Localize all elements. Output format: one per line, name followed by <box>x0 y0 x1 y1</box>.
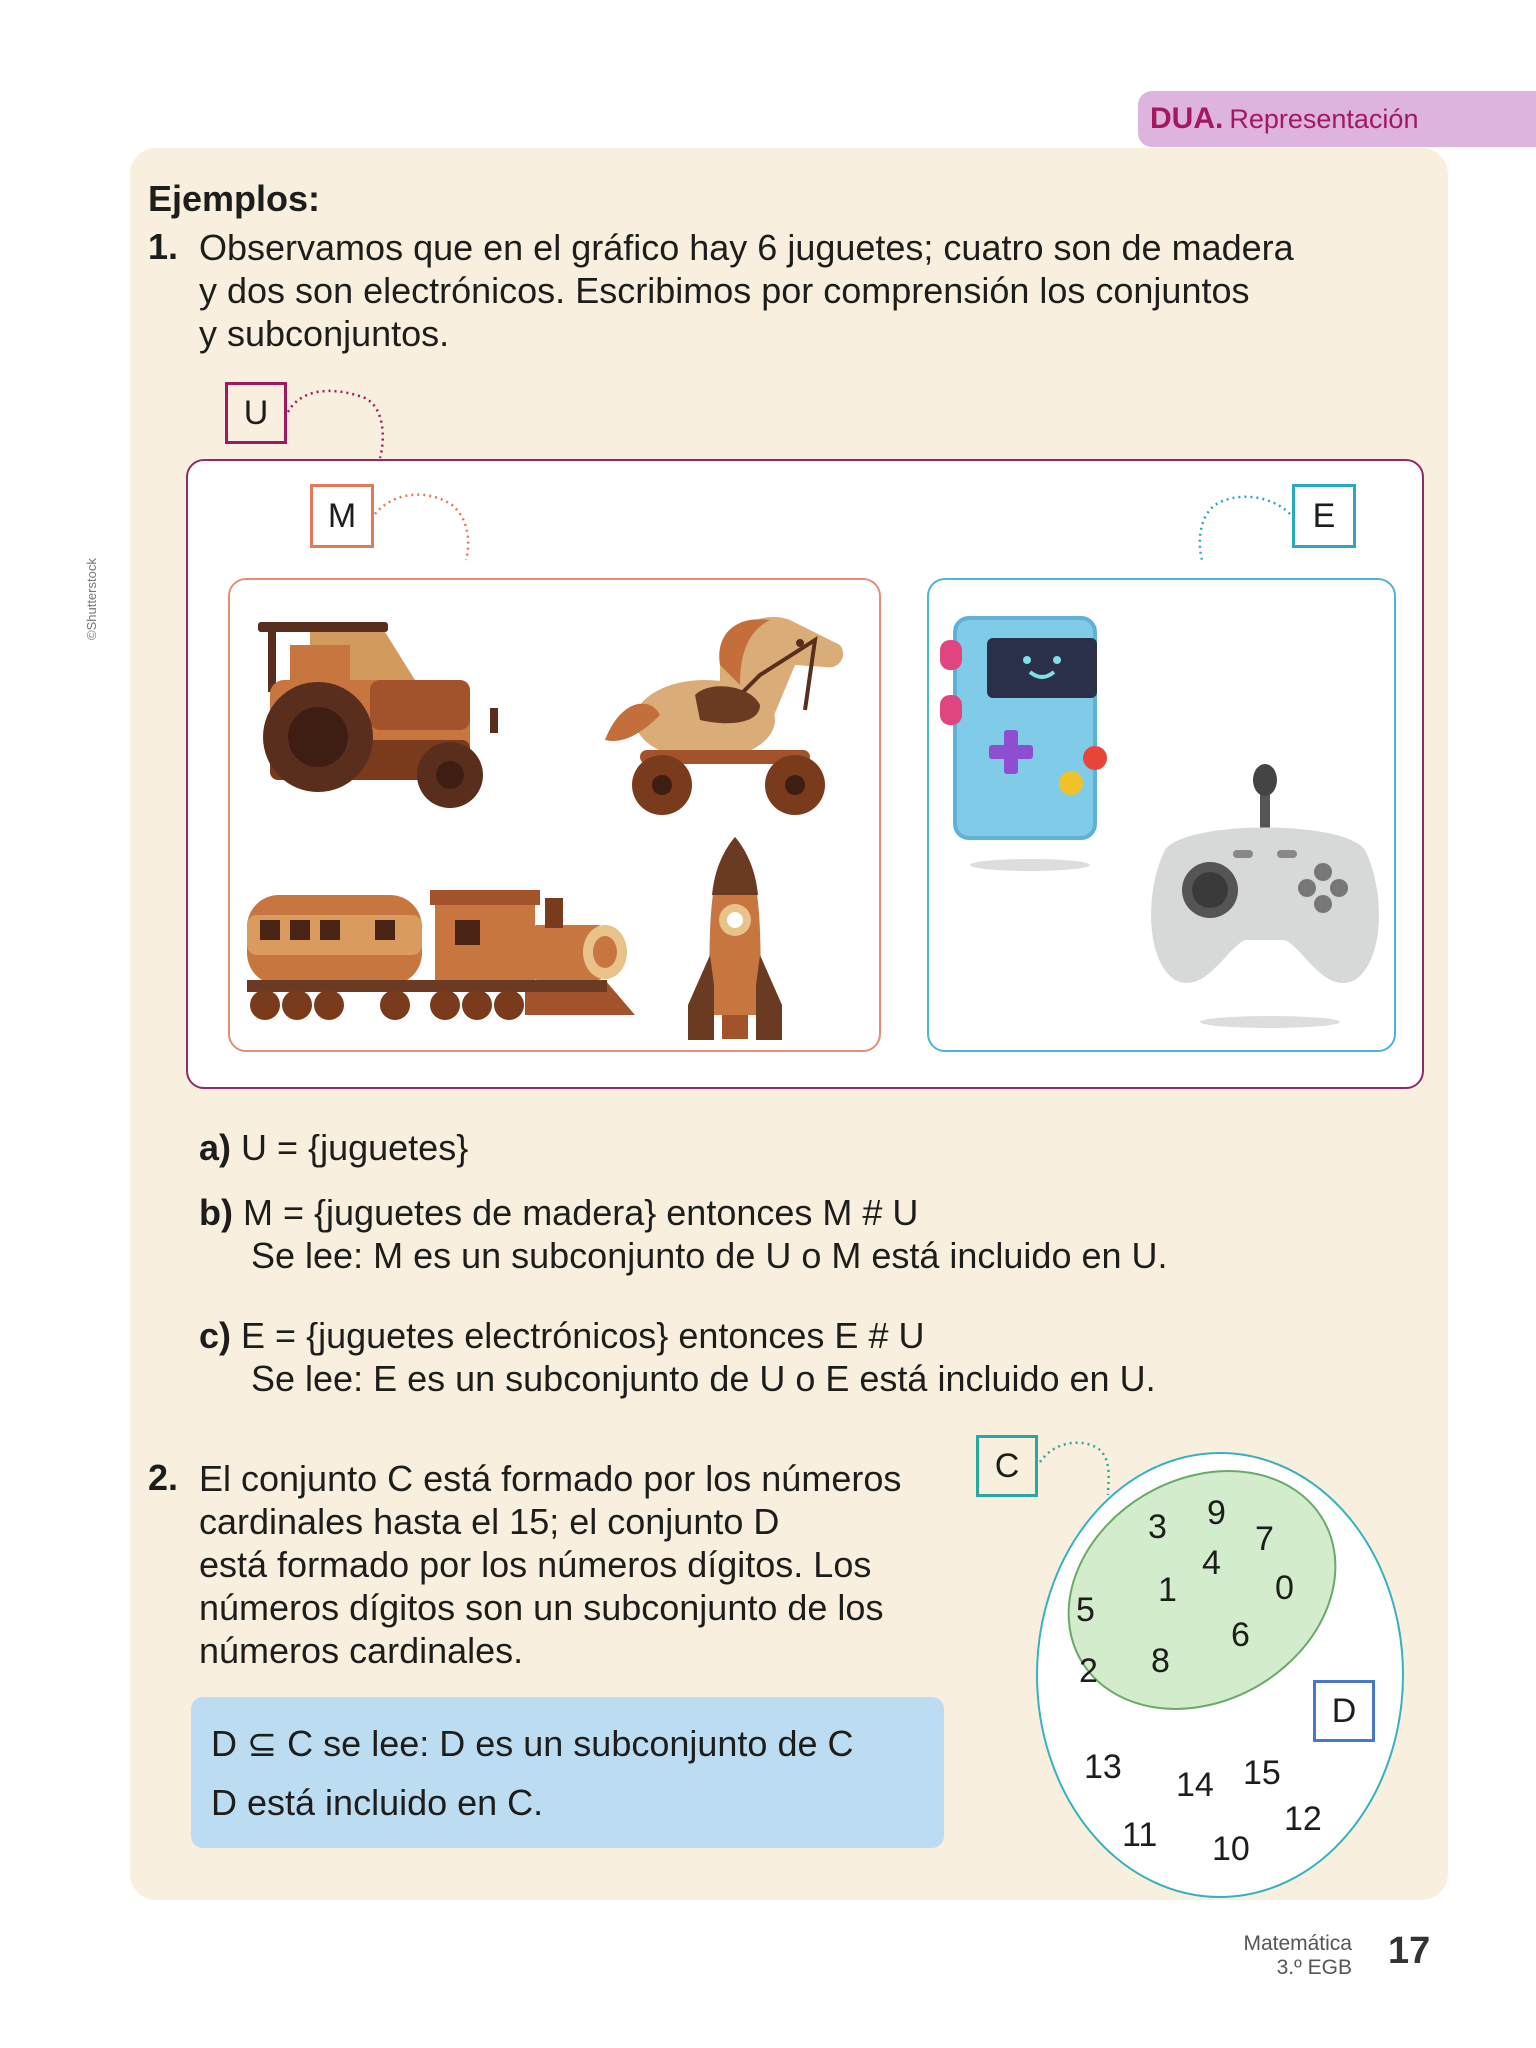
statement-a-text: U = {juguetes} <box>241 1127 469 1168</box>
digit-number: 9 <box>1207 1494 1226 1532</box>
footer-grade: 3.º EGB <box>1276 1956 1352 1979</box>
definition-line-2: D está incluido en C. <box>211 1782 544 1823</box>
image-credit: ©Shutterstock <box>84 558 99 640</box>
dua-category: Representación <box>1229 103 1419 134</box>
example-2-line: El conjunto C está formado por los números <box>199 1458 902 1499</box>
digit-number: 2 <box>1079 1652 1098 1690</box>
statement-c <box>199 1314 924 1357</box>
statement-a <box>199 1126 468 1169</box>
rocket-illustration <box>680 835 790 1045</box>
set-d-label: D <box>1313 1680 1375 1742</box>
digit-number: 5 <box>1076 1591 1095 1629</box>
digit-number: 1 <box>1158 1571 1177 1609</box>
definition-box <box>191 1697 944 1848</box>
cardinal-number: 14 <box>1176 1766 1214 1804</box>
digit-number: 0 <box>1275 1569 1294 1607</box>
statement-b <box>199 1191 918 1234</box>
handheld-console-illustration <box>935 610 1120 875</box>
example-1-line: y subconjuntos. <box>199 313 450 354</box>
example-2-line: números dígitos son un subconjunto de los <box>199 1587 884 1628</box>
wood-set-label: M <box>310 484 374 548</box>
section-heading: Ejemplos: <box>148 178 321 219</box>
digit-number: 3 <box>1148 1508 1167 1546</box>
statement-c-letter: c) <box>199 1315 232 1356</box>
set-c-label: C <box>976 1435 1038 1497</box>
example-1-text <box>199 226 1429 355</box>
statement-c-text: E = {juguetes electrónicos} entonces E # U <box>241 1315 925 1356</box>
digit-number: 6 <box>1231 1616 1250 1654</box>
example-1-line: y dos son electrónicos. Escribimos por comprensión los conjuntos <box>199 270 1250 311</box>
digit-number: 7 <box>1255 1520 1274 1558</box>
page-number: 17 <box>1388 1930 1431 1972</box>
example-2-line: números cardinales. <box>199 1630 524 1671</box>
rocking-horse-illustration <box>600 605 860 815</box>
dua-label: DUA. <box>1150 102 1224 135</box>
universe-label: U <box>225 382 287 444</box>
example-2-number: 2. <box>148 1457 179 1498</box>
statement-c-reading: Se lee: E es un subconjunto de U o E está incluido en U. <box>251 1358 1156 1399</box>
footer-subject-name: Matemática <box>1243 1932 1352 1955</box>
digit-number: 8 <box>1151 1642 1170 1680</box>
example-1-number: 1. <box>148 226 179 267</box>
example-2-line: cardinales hasta el 15; el conjunto D <box>199 1501 780 1542</box>
example-1-line: Observamos que en el gráfico hay 6 juguetes; cuatro son de madera <box>199 227 1294 268</box>
cardinal-number: 13 <box>1084 1748 1122 1786</box>
statement-b-reading: Se lee: M es un subconjunto de U o M está incluido en U. <box>251 1235 1168 1276</box>
digit-number: 4 <box>1202 1544 1221 1582</box>
tractor-illustration <box>250 620 520 820</box>
definition-line-1: D ⊆ C se lee: D es un subconjunto de C <box>211 1723 854 1764</box>
electronic-set-label: E <box>1292 484 1356 548</box>
example-2-text <box>199 1457 959 1672</box>
footer-subject <box>1220 1932 1352 1980</box>
cardinal-number: 12 <box>1284 1800 1322 1838</box>
statement-b-letter: b) <box>199 1192 233 1233</box>
statement-b-text: M = {juguetes de madera} entonces M # U <box>243 1192 919 1233</box>
cardinal-number: 15 <box>1243 1754 1281 1792</box>
example-2-line: está formado por los números dígitos. Los <box>199 1544 872 1585</box>
gamepad-illustration <box>1145 760 1385 1035</box>
cardinal-number: 10 <box>1212 1830 1250 1868</box>
train-illustration <box>245 880 635 1025</box>
dua-tab <box>1138 91 1536 147</box>
statement-a-letter: a) <box>199 1127 232 1168</box>
cardinal-number: 11 <box>1122 1816 1158 1854</box>
